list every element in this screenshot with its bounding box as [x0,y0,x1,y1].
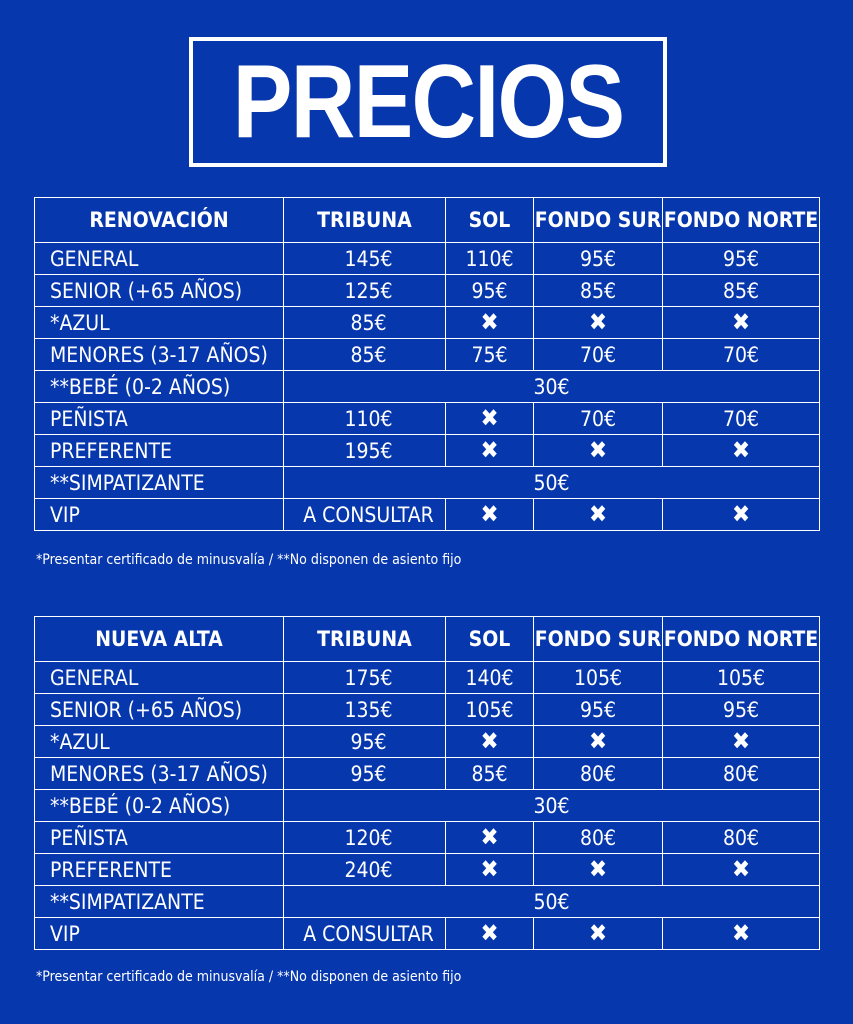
price-cell: 70€ [534,339,663,371]
price-cell: 85€ [284,339,446,371]
price-cell: 95€ [284,758,446,790]
unavailable-cell [534,918,663,950]
cross-icon: ✖ [480,308,499,336]
price-cell: 105€ [446,694,534,726]
column-header: FONDO NORTE [663,198,820,243]
cross-icon: ✖ [588,855,608,883]
table-row [35,371,820,403]
price-cell: 175€ [284,662,446,694]
cross-icon: ✖ [480,727,499,755]
unavailable-cell [446,918,534,950]
row-label: **SIMPATIZANTE [35,886,284,918]
price-cell: 70€ [663,403,820,435]
table-body [35,198,820,531]
row-label: SENIOR (+65 AÑOS) [35,694,284,726]
price-table-nueva-alta [34,616,820,950]
price-cell: 135€ [284,694,446,726]
price-cell: 105€ [534,662,663,694]
price-cell: 95€ [663,243,820,275]
row-label: MENORES (3-17 AÑOS) [35,339,284,371]
price-cell: 95€ [534,243,663,275]
column-header: RENOVACIÓN [35,198,284,243]
row-label: **SIMPATIZANTE [35,467,284,499]
row-label: **BEBÉ (0-2 AÑOS) [35,371,284,403]
cross-icon: ✖ [588,308,608,336]
table-row [35,790,820,822]
price-cell: 80€ [534,822,663,854]
table-row [35,339,820,371]
price-cell: 125€ [284,275,446,307]
table-row [35,918,820,950]
cross-icon: ✖ [588,500,608,528]
table-row [35,886,820,918]
price-cell: 80€ [534,758,663,790]
cross-icon: ✖ [731,500,751,528]
unavailable-cell [663,307,820,339]
cross-icon: ✖ [480,855,499,883]
unavailable-cell [446,854,534,886]
price-cell: A CONSULTAR [284,918,446,950]
footnote: *Presentar certificado de minusvalía / **No disponen de asiento fijo [36,552,462,568]
unavailable-cell [446,499,534,531]
table-body [35,617,820,950]
unavailable-cell [663,499,820,531]
table-row [35,662,820,694]
column-header: TRIBUNA [284,198,446,243]
price-cell: 30€ [284,371,820,403]
price-cell: 140€ [446,662,534,694]
row-label: VIP [35,918,284,950]
row-label: VIP [35,499,284,531]
cross-icon: ✖ [588,919,608,947]
table-row [35,275,820,307]
row-label: PREFERENTE [35,854,284,886]
price-cell: 70€ [663,339,820,371]
row-label: *AZUL [35,726,284,758]
cross-icon: ✖ [480,404,499,432]
unavailable-cell [446,726,534,758]
price-cell: 85€ [663,275,820,307]
price-cell: 105€ [663,662,820,694]
row-label: PEÑISTA [35,403,284,435]
unavailable-cell [446,307,534,339]
cross-icon: ✖ [480,500,499,528]
price-cell: 110€ [446,243,534,275]
price-cell: 85€ [534,275,663,307]
footnote: *Presentar certificado de minusvalía / **No disponen de asiento fijo [36,969,462,985]
unavailable-cell [534,726,663,758]
cross-icon: ✖ [731,308,751,336]
price-cell: 195€ [284,435,446,467]
table-row [35,435,820,467]
row-label: PREFERENTE [35,435,284,467]
title-box [189,37,667,167]
unavailable-cell [534,854,663,886]
price-cell: 120€ [284,822,446,854]
cross-icon: ✖ [480,823,499,851]
price-cell: 50€ [284,886,820,918]
price-cell: 80€ [663,822,820,854]
cross-icon: ✖ [480,919,499,947]
price-cell: 70€ [534,403,663,435]
cross-icon: ✖ [731,727,751,755]
price-cell: 85€ [284,307,446,339]
cross-icon: ✖ [588,436,608,464]
table-row [35,758,820,790]
column-header: FONDO SUR [534,617,663,662]
table-row [35,694,820,726]
price-cell: 30€ [284,790,820,822]
price-cell: 85€ [446,758,534,790]
row-label: PEÑISTA [35,822,284,854]
price-cell: 95€ [284,726,446,758]
unavailable-cell [446,435,534,467]
price-cell: A CONSULTAR [284,499,446,531]
row-label: GENERAL [35,243,284,275]
price-cell: 145€ [284,243,446,275]
row-label: GENERAL [35,662,284,694]
unavailable-cell [663,854,820,886]
table-row [35,726,820,758]
cross-icon: ✖ [731,436,751,464]
cross-icon: ✖ [480,436,499,464]
table-header-row [35,198,820,243]
price-cell: 95€ [446,275,534,307]
row-label: MENORES (3-17 AÑOS) [35,758,284,790]
column-header: SOL [446,617,534,662]
column-header: FONDO SUR [534,198,663,243]
column-header: TRIBUNA [284,617,446,662]
cross-icon: ✖ [731,919,751,947]
table-row [35,307,820,339]
unavailable-cell [663,726,820,758]
price-cell: 80€ [663,758,820,790]
table-row [35,854,820,886]
unavailable-cell [534,499,663,531]
unavailable-cell [663,435,820,467]
table-row [35,822,820,854]
price-cell: 75€ [446,339,534,371]
cross-icon: ✖ [588,727,608,755]
table-row [35,499,820,531]
cross-icon: ✖ [731,855,751,883]
unavailable-cell [446,822,534,854]
row-label: SENIOR (+65 AÑOS) [35,275,284,307]
table-header-row [35,617,820,662]
unavailable-cell [534,307,663,339]
table-row [35,243,820,275]
table-row [35,403,820,435]
table-row [35,467,820,499]
unavailable-cell [446,403,534,435]
price-cell: 95€ [534,694,663,726]
price-table-renovacion [34,197,820,531]
column-header: FONDO NORTE [663,617,820,662]
price-cell: 95€ [663,694,820,726]
row-label: **BEBÉ (0-2 AÑOS) [35,790,284,822]
column-header: SOL [446,198,534,243]
row-label: *AZUL [35,307,284,339]
unavailable-cell [534,435,663,467]
unavailable-cell [663,918,820,950]
price-cell: 240€ [284,854,446,886]
page-title: PRECIOS [232,44,624,160]
column-header: NUEVA ALTA [35,617,284,662]
price-cell: 50€ [284,467,820,499]
price-cell: 110€ [284,403,446,435]
